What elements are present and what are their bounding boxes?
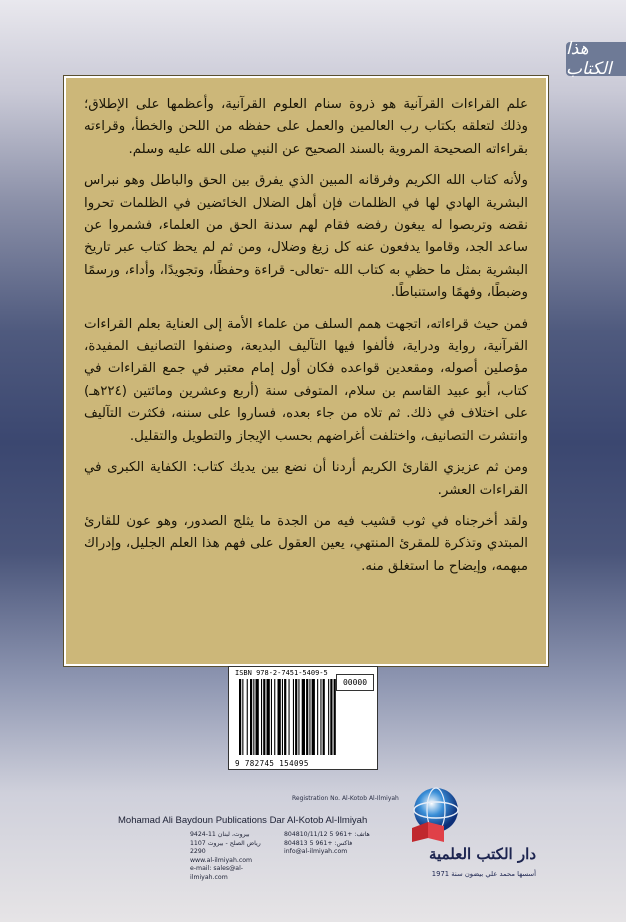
- publisher-founded-note: أسسها محمد علي بيضون سنة 1971: [431, 870, 536, 878]
- barcode-bars: [237, 679, 371, 759]
- description-paragraph-1: علم القراءات القرآنية هو ذروة سنام العلوم القرآنية، وأعظمها على الإطلاق؛ وذلك لتعلقه بكتاب رب العالمين والعمل على حفظه من اللحن والخطأ، وقراءته بقراءاته الصحيحة المروية بالسند الصحيح عن النبي صلى الله عليه وسلم.: [84, 97, 528, 157]
- description-paragraph-2: ولأنه كتاب الله الكريم وفرقانه المبين الذي يفرق بين الحق والباطل وهو نبراس البشرية الهادي لها في الظلمات فإن أهل الضلال الخائضين في الظلمات تحروا نقضه وتربصوا له يبغون رفضه فقام لهم سدنة الحق من العلماء، فشمروا عن ساعد الجد، وقاموا يدفعون عنه كل زيغ وضلال، ومن ثم لم يحظ كتاب عبر تاريخ البشرية بمثل ما حظي به كتاب الله -تعالى- قراءة وحفظًا، وتجويدًا، وأداء، ورسمًا وضبطًا، وفهمًا واستنباطًا.: [84, 173, 528, 301]
- publisher-name-english: Mohamad Ali Baydoun Publications Dar Al-Kotob Al-Ilmiyah: [118, 815, 368, 826]
- description-paragraph-5: ولقد أخرجناه في ثوب قشيب فيه من الجدة ما يثلج الصدور، وهو عون للقارئ المبتدي وتذكرة للمقرئ المنتهي، يعين العقول على فهم هذا العلم الجليل، وإدراك مبهمه، وإيضاح ما استغلق منه.: [84, 513, 528, 574]
- about-book-badge: هذا الكتاب: [566, 42, 626, 76]
- isbn-digits: 9 782745 154095: [235, 759, 309, 768]
- description-paragraph-3: فمن حيث قراءاته، اتجهت همم السلف من علماء الأمة إلى العناية بعلم القراءات القرآنية، رواية ودراية، فألفوا فيها التآليف البديعة، وصنفوا التصانيف المفيدة، مؤصلين أصوله، ومقعدين قواعده فكان أول إمام معتبر في جمع القراءات في كتاب، أبو عبيد القاسم بن سلام، المتوفى سنة (أربع وعشرين ومائتين (٢٢٤هـ) على اختلاف في ذلك. ثم تلاه من جاء بعده، فساروا على سننه، فكثرت التآليف وانتشرت التصانيف، واختلفت أغراضهم بحسب الإيجاز والتطويل والتقليل.: [84, 316, 528, 444]
- phone-line: هاتف: +961 5 804810/11/12: [284, 831, 370, 838]
- description-paragraph-4: ومن ثم عزيزي القارئ الكريم أردنا أن نضع بين يديك كتاب: الكفاية الكبرى في القراءات العشر.: [84, 460, 528, 498]
- publisher-name-arabic: دار الكتب العلمية: [429, 845, 536, 863]
- contact-line: رياض الصلح - بيروت 1107 2290: [190, 839, 261, 855]
- description-panel: [64, 76, 548, 666]
- fax-line: فاكس: +961 5 804813: [284, 839, 353, 847]
- registration-note: Registration No. Al-Kotob Al-Ilmiyah: [292, 795, 399, 802]
- price-code-box: 00000: [336, 674, 374, 691]
- email-link[interactable]: e-mail: sales@al-ilmiyah.com: [190, 865, 244, 881]
- isbn-label: ISBN 978-2-7451-5409-5: [235, 669, 328, 677]
- globe-logo-icon: [404, 782, 468, 846]
- contact-line: بيروت، لبنان 11-9424: [190, 831, 250, 838]
- website-link[interactable]: www.al-ilmiyah.com: [190, 856, 253, 864]
- info-email-link[interactable]: info@al-ilmiyah.com: [284, 848, 348, 855]
